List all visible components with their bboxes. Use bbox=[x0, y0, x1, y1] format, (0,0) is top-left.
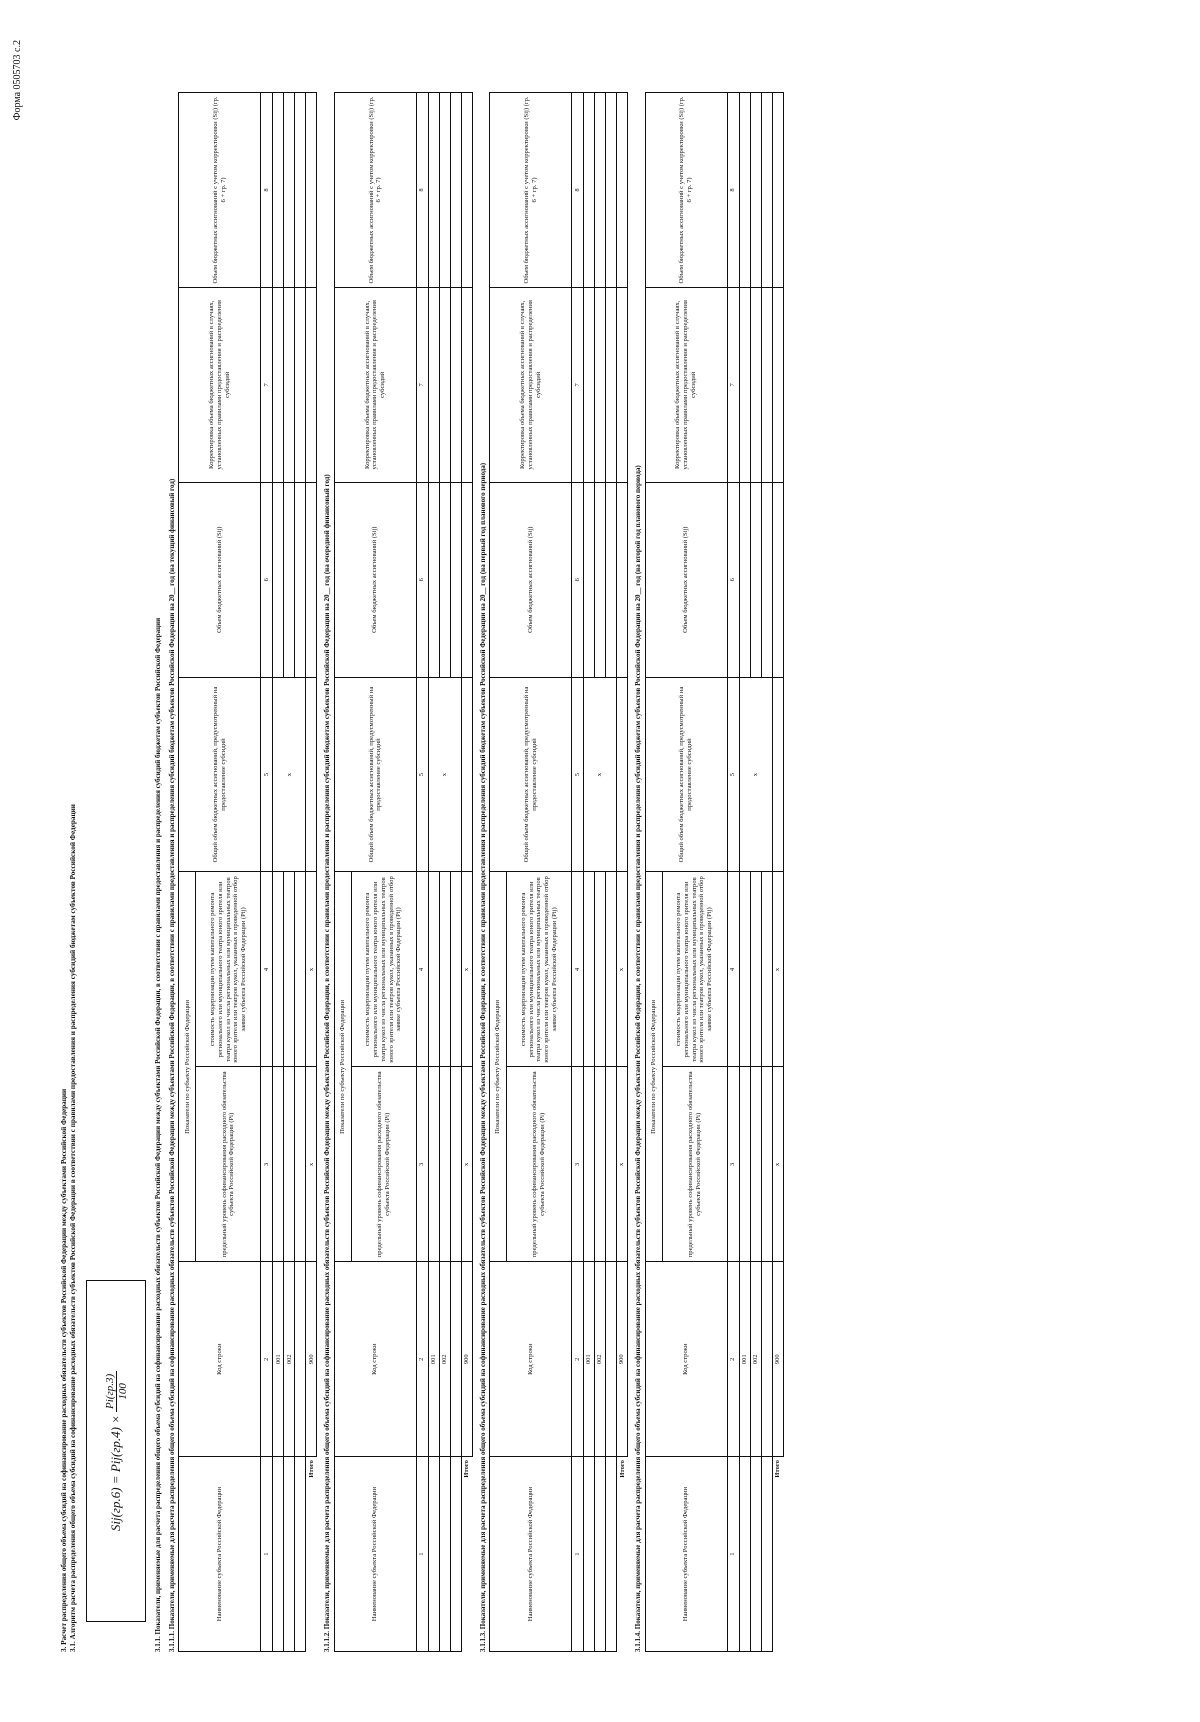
table-title: 3.1.1.2. Показатели, применяемые для расчета распределения общего объема субсидий на софинансирование расходных обязательств субъектов Российской Федерации между субъектами Российской Федерации, в соответствии с правилами предоставления и распределения субсидий бюджетам субъектов Российской Федерации на 20__ год (на очередной финансовый год) bbox=[323, 474, 332, 1652]
data-cell[interactable] bbox=[750, 1067, 761, 1262]
row-code: 001 bbox=[739, 1262, 750, 1457]
data-cell[interactable] bbox=[450, 872, 461, 1067]
data-cell[interactable] bbox=[606, 287, 617, 482]
data-cell[interactable] bbox=[761, 1067, 772, 1262]
column-number: 6 bbox=[572, 482, 584, 677]
data-cell[interactable] bbox=[606, 872, 617, 1067]
header-correction: Корректировка объема бюджетных ассигнований в случаях, установленных правилами предоставления и распределения субсидий bbox=[334, 287, 416, 482]
data-cell[interactable] bbox=[739, 872, 750, 1067]
row-code bbox=[761, 1262, 772, 1457]
total-label: Итого bbox=[618, 1460, 626, 1478]
data-cell[interactable] bbox=[584, 872, 595, 1067]
column-number: 5 bbox=[572, 677, 584, 872]
subject-name-cell[interactable] bbox=[584, 1457, 595, 1652]
data-cell[interactable] bbox=[450, 482, 461, 677]
data-cell[interactable] bbox=[295, 482, 306, 677]
total-label: Итого bbox=[307, 1460, 315, 1478]
tables-container bbox=[168, 70, 784, 1652]
total-cell[interactable] bbox=[617, 677, 628, 872]
row-code: 001 bbox=[584, 1262, 595, 1457]
total-cell[interactable] bbox=[306, 287, 317, 482]
column-number: 2 bbox=[572, 1262, 584, 1457]
column-number: 8 bbox=[416, 93, 428, 288]
header-modernization-cost: стоимость модернизации путем капитального ремонта регионального или муниципального театра юного зрителя или театра кукол из числа региональных или муниципальных театров юного зрителя или театров кукол, указанных в проведенной отбор заявке субъекта Российской Федерации (Pij) bbox=[507, 872, 572, 1067]
data-cell[interactable] bbox=[595, 872, 606, 1067]
column-number: 7 bbox=[261, 287, 273, 482]
column-number: 3 bbox=[572, 1067, 584, 1262]
data-cell[interactable] bbox=[295, 287, 306, 482]
column-number: 2 bbox=[261, 1262, 273, 1457]
indicators-table bbox=[178, 92, 317, 1652]
x-mark: x bbox=[584, 677, 617, 872]
column-number: 1 bbox=[727, 1457, 739, 1652]
header-name: Наименование субъекта Российской Федерации bbox=[334, 1457, 416, 1652]
header-name: Наименование субъекта Российской Федерации bbox=[490, 1457, 572, 1652]
subject-name-cell[interactable] bbox=[284, 1457, 295, 1652]
header-total-volume: Общий объем бюджетных ассигнований, предусмотренный на предоставление субсидий bbox=[334, 677, 416, 872]
column-number: 6 bbox=[727, 482, 739, 677]
column-number: 7 bbox=[572, 287, 584, 482]
row-code bbox=[450, 1262, 461, 1457]
header-code: Код строки bbox=[645, 1262, 727, 1457]
subject-name-cell[interactable] bbox=[273, 1457, 284, 1652]
data-cell[interactable] bbox=[750, 872, 761, 1067]
column-number: 3 bbox=[727, 1067, 739, 1262]
data-cell[interactable] bbox=[595, 93, 606, 288]
header-modernization-cost: стоимость модернизации путем капитального ремонта регионального или муниципального театра юного зрителя или театра кукол из числа региональных или муниципальных театров юного зрителя или театров кукол, указанных в проведенной отбор заявке субъекта Российской Федерации (Pij) bbox=[662, 872, 727, 1067]
data-cell[interactable] bbox=[450, 1067, 461, 1262]
data-cell[interactable] bbox=[739, 287, 750, 482]
total-code: 900 bbox=[617, 1262, 628, 1457]
row-code: 002 bbox=[284, 1262, 295, 1457]
formula-denominator: 100 bbox=[116, 1383, 129, 1400]
header-cofinancing-level: предельный уровень софинансирования расходного обязательства субъекта Российской Федерации (Pi) bbox=[351, 1067, 416, 1262]
subject-name-cell[interactable] bbox=[295, 1457, 306, 1652]
data-cell[interactable] bbox=[750, 287, 761, 482]
column-number: 3 bbox=[416, 1067, 428, 1262]
total-x: x bbox=[306, 872, 317, 1067]
column-number: 4 bbox=[572, 872, 584, 1067]
total-x: x bbox=[617, 1067, 628, 1262]
total-cell[interactable] bbox=[306, 677, 317, 872]
x-mark: x bbox=[428, 677, 461, 872]
data-cell[interactable] bbox=[584, 1067, 595, 1262]
data-cell[interactable] bbox=[284, 287, 295, 482]
column-number: 5 bbox=[416, 677, 428, 872]
total-cell[interactable] bbox=[461, 482, 472, 677]
data-cell[interactable] bbox=[595, 482, 606, 677]
total-cell[interactable] bbox=[617, 93, 628, 288]
total-cell[interactable] bbox=[772, 93, 783, 288]
data-cell[interactable] bbox=[584, 482, 595, 677]
row-code: 002 bbox=[595, 1262, 606, 1457]
header-correction: Корректировка объема бюджетных ассигнований в случаях, установленных правилами предоставления и распределения субсидий bbox=[645, 287, 727, 482]
row-code: 002 bbox=[439, 1262, 450, 1457]
subject-name-cell[interactable] bbox=[450, 1457, 461, 1652]
data-cell[interactable] bbox=[606, 482, 617, 677]
total-cell[interactable] bbox=[617, 482, 628, 677]
header-volume: Объем бюджетных ассигнований (Sij) bbox=[179, 482, 261, 677]
formula-fraction bbox=[104, 1371, 129, 1412]
table-title: 3.1.1.3. Показатели, применяемые для расчета распределения общего объема субсидий на софинансирование расходных обязательств субъектов Российской Федерации между субъектами Российской Федерации, в соответствии с правилами предоставления и распределения субсидий бюджетам субъектов Российской Федерации на 20__ год (на первый год планового периода) bbox=[478, 462, 487, 1652]
header-cofinancing-level: предельный уровень софинансирования расходного обязательства субъекта Российской Федерации (Pi) bbox=[196, 1067, 261, 1262]
formula-lhs: Sij(гр.6) = Pij(гр.4) × bbox=[108, 1415, 123, 1532]
data-cell[interactable] bbox=[439, 1067, 450, 1262]
header-volume: Объем бюджетных ассигнований (Sij) bbox=[334, 482, 416, 677]
column-number: 5 bbox=[727, 677, 739, 872]
row-code: 002 bbox=[750, 1262, 761, 1457]
row-code: 001 bbox=[428, 1262, 439, 1457]
subject-name-cell[interactable] bbox=[739, 1457, 750, 1652]
subject-name-cell[interactable] bbox=[595, 1457, 606, 1652]
total-label: Итого bbox=[463, 1460, 471, 1478]
header-code: Код строки bbox=[490, 1262, 572, 1457]
header-volume-corrected: Объем бюджетных ассигнований с учетом корректировки (Sij) (гр. 6 + гр. 7) bbox=[645, 93, 727, 288]
data-cell[interactable] bbox=[439, 872, 450, 1067]
data-cell[interactable] bbox=[584, 287, 595, 482]
header-total-volume: Общий объем бюджетных ассигнований, предусмотренный на предоставление субсидий bbox=[490, 677, 572, 872]
data-cell[interactable] bbox=[761, 872, 772, 1067]
data-cell[interactable] bbox=[761, 287, 772, 482]
column-number: 4 bbox=[727, 872, 739, 1067]
row-code bbox=[295, 1262, 306, 1457]
column-number: 4 bbox=[261, 872, 273, 1067]
data-cell[interactable] bbox=[284, 93, 295, 288]
column-number: 7 bbox=[416, 287, 428, 482]
data-cell[interactable] bbox=[439, 482, 450, 677]
header-volume-corrected: Объем бюджетных ассигнований с учетом корректировки (Sij) (гр. 6 + гр. 7) bbox=[179, 93, 261, 288]
data-cell[interactable] bbox=[295, 1067, 306, 1262]
column-number: 8 bbox=[572, 93, 584, 288]
header-indicators: Показатели по субъекту Российской Федерации bbox=[179, 872, 196, 1262]
data-cell[interactable] bbox=[750, 93, 761, 288]
data-cell[interactable] bbox=[284, 1067, 295, 1262]
total-x: x bbox=[306, 1067, 317, 1262]
header-code: Код строки bbox=[334, 1262, 416, 1457]
data-cell[interactable] bbox=[584, 93, 595, 288]
data-cell[interactable] bbox=[750, 482, 761, 677]
total-x: x bbox=[461, 872, 472, 1067]
column-number: 2 bbox=[416, 1262, 428, 1457]
total-code: 900 bbox=[772, 1262, 783, 1457]
header-name: Наименование субъекта Российской Федерации bbox=[645, 1457, 727, 1652]
data-cell[interactable] bbox=[595, 1067, 606, 1262]
total-cell[interactable] bbox=[461, 677, 472, 872]
intro-line-1: 3. Расчет распределения общего объема субсидий на софинансирование расходных обязательств субъектов Российской Федерации между субъектами Российской Федерации bbox=[60, 1088, 68, 1652]
total-x: x bbox=[617, 872, 628, 1067]
data-cell[interactable] bbox=[295, 93, 306, 288]
data-cell[interactable] bbox=[450, 287, 461, 482]
header-indicators: Показатели по субъекту Российской Федерации bbox=[334, 872, 351, 1262]
data-cell[interactable] bbox=[273, 287, 284, 482]
column-number: 2 bbox=[727, 1262, 739, 1457]
x-mark: x bbox=[273, 677, 306, 872]
total-label: Итого bbox=[773, 1460, 781, 1478]
header-name: Наименование субъекта Российской Федерации bbox=[179, 1457, 261, 1652]
x-mark: x bbox=[739, 677, 772, 872]
intro-line-2: 3.1. Алгоритм расчета распределения общего объема субсидий на софинансирование расходных обязательств субъектов Российской Федерации в соответствии с правилами предоставления и распределения субсидий бюджетам субъектов Российской Федерации bbox=[69, 804, 77, 1652]
indicators-table bbox=[489, 92, 628, 1652]
data-cell[interactable] bbox=[739, 482, 750, 677]
subject-name-cell[interactable] bbox=[606, 1457, 617, 1652]
total-code: 900 bbox=[306, 1262, 317, 1457]
header-modernization-cost: стоимость модернизации путем капитального ремонта регионального или муниципального театра юного зрителя или театра кукол из числа региональных или муниципальных театров юного зрителя или театров кукол, указанных в проведенной отбор заявке субъекта Российской Федерации (Pij) bbox=[351, 872, 416, 1067]
column-number: 3 bbox=[261, 1067, 273, 1262]
header-correction: Корректировка объема бюджетных ассигнований в случаях, установленных правилами предоставления и распределения субсидий bbox=[179, 287, 261, 482]
header-indicators: Показатели по субъекту Российской Федерации bbox=[490, 872, 507, 1262]
table-title: 3.1.1.1. Показатели, применяемые для расчета распределения общего объема субсидий на софинансирование расходных обязательств субъектов Российской Федерации между субъектами Российской Федерации, в соответствии с правилами предоставления и распределения субсидий бюджетам субъектов Российской Федерации на 20__ год (на текущий финансовый год) bbox=[168, 478, 176, 1652]
header-cofinancing-level: предельный уровень софинансирования расходного обязательства субъекта Российской Федерации (Pi) bbox=[507, 1067, 572, 1262]
header-volume: Объем бюджетных ассигнований (Sij) bbox=[645, 482, 727, 677]
total-code: 900 bbox=[461, 1262, 472, 1457]
header-total-volume: Общий объем бюджетных ассигнований, предусмотренный на предоставление субсидий bbox=[179, 677, 261, 872]
total-cell[interactable] bbox=[772, 677, 783, 872]
column-number: 4 bbox=[416, 872, 428, 1067]
table-title: 3.1.1.4. Показатели, применяемые для расчета распределения общего объема субсидий на софинансирование расходных обязательств субъектов Российской Федерации между субъектами Российской Федерации, в соответствии с правилами предоставления и распределения субсидий бюджетам субъектов Российской Федерации на 20__ год (на второй год планового периода) bbox=[634, 465, 643, 1652]
data-cell[interactable] bbox=[295, 872, 306, 1067]
data-cell[interactable] bbox=[284, 872, 295, 1067]
intro bbox=[60, 70, 78, 1652]
total-x: x bbox=[772, 1067, 783, 1262]
header-volume-corrected: Объем бюджетных ассигнований с учетом корректировки (Sij) (гр. 6 + гр. 7) bbox=[334, 93, 416, 288]
data-cell[interactable] bbox=[739, 93, 750, 288]
column-number: 5 bbox=[261, 677, 273, 872]
header-code: Код строки bbox=[179, 1262, 261, 1457]
header-modernization-cost: стоимость модернизации путем капитального ремонта регионального или муниципального театра юного зрителя или театра кукол из числа региональных или муниципальных театров юного зрителя или театров кукол, указанных в проведенной отбор заявке субъекта Российской Федерации (Pij) bbox=[196, 872, 261, 1067]
data-cell[interactable] bbox=[439, 287, 450, 482]
data-cell[interactable] bbox=[273, 872, 284, 1067]
formula-box bbox=[86, 1280, 146, 1622]
subject-name-cell[interactable] bbox=[761, 1457, 772, 1652]
subject-name-cell[interactable] bbox=[428, 1457, 439, 1652]
data-cell[interactable] bbox=[428, 93, 439, 288]
data-cell[interactable] bbox=[273, 482, 284, 677]
column-number: 7 bbox=[727, 287, 739, 482]
data-cell[interactable] bbox=[428, 1067, 439, 1262]
header-volume: Объем бюджетных ассигнований (Sij) bbox=[490, 482, 572, 677]
column-number: 8 bbox=[261, 93, 273, 288]
data-cell[interactable] bbox=[428, 872, 439, 1067]
total-cell[interactable] bbox=[461, 93, 472, 288]
subject-name-cell[interactable] bbox=[750, 1457, 761, 1652]
total-x: x bbox=[772, 872, 783, 1067]
row-code bbox=[606, 1262, 617, 1457]
data-cell[interactable] bbox=[428, 287, 439, 482]
formula-numerator: Pi(гр.3) bbox=[104, 1371, 117, 1412]
data-cell[interactable] bbox=[284, 482, 295, 677]
data-cell[interactable] bbox=[606, 1067, 617, 1262]
header-total-volume: Общий объем бюджетных ассигнований, предусмотренный на предоставление субсидий bbox=[645, 677, 727, 872]
indicators-table bbox=[645, 92, 784, 1652]
data-cell[interactable] bbox=[761, 93, 772, 288]
column-number: 8 bbox=[727, 93, 739, 288]
column-number: 1 bbox=[416, 1457, 428, 1652]
header-volume-corrected: Объем бюджетных ассигнований с учетом корректировки (Sij) (гр. 6 + гр. 7) bbox=[490, 93, 572, 288]
form-code: Форма 0505703 с.2 bbox=[12, 40, 23, 121]
total-cell[interactable] bbox=[461, 287, 472, 482]
subject-name-cell[interactable] bbox=[439, 1457, 450, 1652]
data-cell[interactable] bbox=[739, 1067, 750, 1262]
data-cell[interactable] bbox=[273, 93, 284, 288]
column-number: 6 bbox=[261, 482, 273, 677]
total-cell[interactable] bbox=[617, 287, 628, 482]
total-cell[interactable] bbox=[306, 93, 317, 288]
data-cell[interactable] bbox=[439, 93, 450, 288]
total-cell[interactable] bbox=[306, 482, 317, 677]
data-cell[interactable] bbox=[761, 482, 772, 677]
data-cell[interactable] bbox=[595, 287, 606, 482]
header-cofinancing-level: предельный уровень софинансирования расходного обязательства субъекта Российской Федерации (Pi) bbox=[662, 1067, 727, 1262]
data-cell[interactable] bbox=[273, 1067, 284, 1262]
data-cell[interactable] bbox=[606, 93, 617, 288]
header-indicators: Показатели по субъекту Российской Федерации bbox=[645, 872, 662, 1262]
row-code: 001 bbox=[273, 1262, 284, 1457]
total-cell[interactable] bbox=[772, 482, 783, 677]
indicators-table bbox=[334, 92, 473, 1652]
column-number: 6 bbox=[416, 482, 428, 677]
header-correction: Корректировка объема бюджетных ассигнований в случаях, установленных правилами предоставления и распределения субсидий bbox=[490, 287, 572, 482]
total-x: x bbox=[461, 1067, 472, 1262]
total-cell[interactable] bbox=[772, 287, 783, 482]
data-cell[interactable] bbox=[428, 482, 439, 677]
section-3-1-1-title: 3.1.1. Показатели, применяемые для расчета распределения общего объема субсидий на софинансирование расходных обязательств субъектов Российской Федерации между субъектами Российской Федерации, в соответствии с правилами предоставления и распределения субсидий бюджетам субъектов Российской Федерации bbox=[154, 617, 162, 1652]
column-number: 1 bbox=[572, 1457, 584, 1652]
data-cell[interactable] bbox=[450, 93, 461, 288]
column-number: 1 bbox=[261, 1457, 273, 1652]
